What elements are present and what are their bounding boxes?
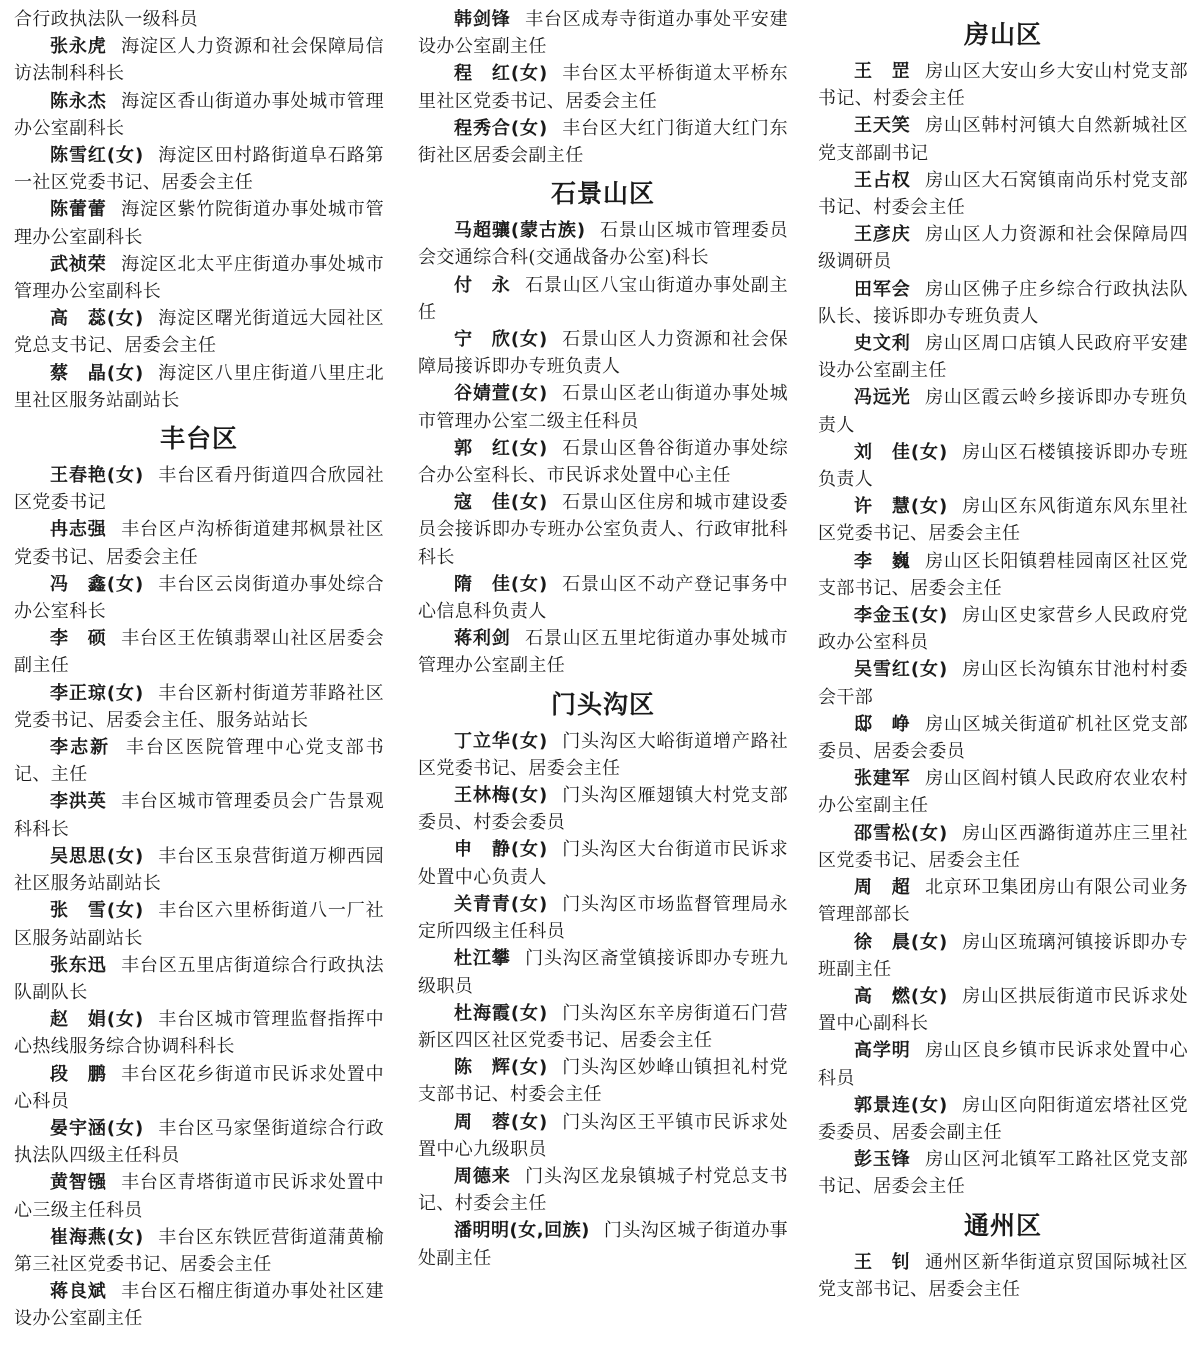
honoree-name: 杜海霞(女) (454, 1002, 548, 1024)
honoree-entry (418, 1163, 788, 1217)
honoree-name: 张 雪(女) (50, 900, 144, 922)
honoree-name: 王林梅(女) (454, 785, 548, 807)
honoree-position: 丰台区城市管理监督指挥中心热线服务综合协调科科长 (14, 1009, 384, 1058)
honoree-name: 邸 峥 (854, 713, 911, 735)
honoree-name: 李志新 (50, 737, 111, 759)
honoree-position: 海淀区北太平庄街道办事处城市管理办公室副科长 (14, 253, 384, 303)
honoree-entry (14, 680, 384, 734)
honoree-position: 石景山区八宝山街道办事处副主任 (418, 274, 788, 323)
honoree-entry (818, 983, 1188, 1037)
honoree-name: 陈永杰 (50, 90, 107, 112)
honoree-name: 关青青(女) (454, 893, 548, 915)
honoree-entry (418, 625, 788, 679)
honoree-name: 王彦庆 (854, 224, 911, 246)
honoree-name: 寇 佳(女) (454, 492, 548, 514)
honoree-name: 蒋利剑 (454, 628, 511, 650)
honoree-name: 吴雪红(女) (854, 659, 948, 681)
honoree-entry (14, 952, 384, 1006)
district-heading: 通州区 (963, 1210, 1042, 1240)
honoree-position: 房山区琉璃河镇接诉即办专班副主任 (818, 931, 1188, 980)
honoree-entry (818, 439, 1188, 493)
honoree-position: 门头沟区城子街道办事处副主任 (418, 1220, 789, 1269)
honoree-position: 房山区周口店镇人民政府平安建设办公室副主任 (818, 333, 1188, 382)
honoree-position: 海淀区香山街道办事处城市管理办公室副科长 (14, 90, 384, 139)
honoree-position: 丰台区医院管理中心党支部书记、主任 (14, 737, 385, 786)
honoree-entry (818, 874, 1188, 928)
honoree-position: 门头沟区王平镇市民诉求处置中心九级职员 (418, 1111, 788, 1160)
honoree-entry (818, 1037, 1188, 1091)
honoree-entry (818, 548, 1188, 602)
honoree-entry (818, 493, 1188, 547)
honoree-position: 房山区长阳镇碧桂园南区社区党支部书记、居委会主任 (818, 550, 1188, 599)
column-1 (14, 6, 384, 1333)
honoree-position: 门头沟区市场监督管理局永定所四级主任科员 (418, 893, 788, 943)
honoree-name: 田军会 (854, 278, 911, 300)
honoree-position: 石景山区老山街道办事处城市管理办公室二级主任科员 (418, 383, 788, 432)
honoree-entry (818, 167, 1188, 221)
honoree-entry (14, 305, 384, 359)
honoree-entry (818, 820, 1188, 874)
honoree-entry (818, 58, 1188, 112)
honoree-name: 周 蓉(女) (454, 1111, 548, 1133)
honoree-position: 丰台区花乡街道市民诉求处置中心科员 (14, 1063, 384, 1112)
honoree-name: 程秀合(女) (454, 117, 548, 139)
honoree-name: 高 燃(女) (854, 985, 948, 1007)
honoree-entry (418, 1000, 788, 1054)
honoree-position: 石景山区人力资源和社会保障局接诉即办专班负责人 (418, 329, 788, 378)
honoree-entry (418, 836, 788, 890)
honoree-entry (418, 380, 788, 434)
honoree-name: 张建军 (854, 768, 911, 790)
honoree-name: 赵 娟(女) (50, 1009, 144, 1031)
honoree-entry (418, 60, 788, 114)
honoree-position: 房山区大石窝镇南尚乐村党支部书记、村委会主任 (818, 169, 1188, 219)
honoree-name: 冉志强 (50, 519, 107, 541)
honoree-entry (14, 196, 384, 250)
honoree-entry (818, 330, 1188, 384)
honoree-entry (418, 782, 788, 836)
honoree-entry (14, 1278, 384, 1332)
honoree-name: 陈 辉(女) (454, 1057, 548, 1079)
honoree-position: 丰台区云岗街道办事处综合办公室科长 (14, 573, 384, 623)
honoree-entry (818, 221, 1188, 275)
honoree-entry (818, 656, 1188, 710)
honoree-name: 马超骧(蒙古族) (454, 220, 586, 242)
honoree-position: 海淀区八里庄街道八里庄北里社区服务站副站长 (14, 362, 384, 411)
honoree-name: 潘明明(女,回族) (454, 1220, 590, 1242)
district-heading: 门头沟区 (550, 689, 655, 719)
honoree-name: 陈蕾蕾 (50, 199, 107, 221)
honoree-position: 石景山区住房和城市建设委员会接诉即办专班办公室负责人、行政审批科科长 (418, 492, 788, 568)
honoree-position: 门头沟区大峪街道增产路社区党委书记、居委会主任 (418, 730, 788, 779)
honoree-position: 海淀区曙光街道远大园社区党总支书记、居委会主任 (14, 308, 384, 357)
honoree-name: 吴思思(女) (50, 845, 144, 867)
honoree-entry (14, 788, 384, 842)
honoree-position: 房山区大安山乡大安山村党支部书记、村委会主任 (818, 61, 1188, 110)
honoree-position: 房山区城关街道矿机社区党支部委员、居委会委员 (818, 713, 1188, 763)
honoree-entry (14, 1224, 384, 1278)
honoree-position: 丰台区马家堡街道综合行政执法队四级主任科员 (14, 1117, 384, 1167)
honoree-entry (14, 1061, 384, 1115)
honoree-position: 石景山区五里坨街道办事处城市管理办公室副主任 (418, 628, 788, 677)
honoree-entry (818, 1249, 1188, 1303)
honoree-position: 石景山区鲁谷街道办事处综合办公室科长、市民诉求处置中心主任 (418, 437, 788, 487)
honoree-name: 冯远光 (854, 387, 911, 409)
honoree-name: 晏宇涵(女) (50, 1117, 144, 1139)
honoree-position: 房山区向阳街道宏塔社区党委委员、居委会副主任 (818, 1094, 1188, 1143)
honoree-entry (418, 1054, 788, 1108)
honoree-entry (14, 251, 384, 305)
honoree-position: 海淀区紫竹院街道办事处城市管理办公室副科长 (14, 199, 384, 248)
honoree-position: 房山区西潞街道苏庄三里社区党委书记、居委会主任 (818, 822, 1188, 871)
honoree-name: 付 永 (454, 274, 511, 296)
honoree-entry (418, 891, 788, 945)
honoree-entry (818, 384, 1188, 438)
honoree-position: 丰台区五里店街道综合行政执法队副队长 (14, 954, 384, 1003)
honoree-entry (418, 489, 788, 571)
honoree-name: 隋 佳(女) (454, 573, 548, 595)
honoree-name: 谷婧萱(女) (454, 383, 548, 405)
honoree-entry (818, 1146, 1188, 1200)
honoree-name: 邵雪松(女) (854, 822, 948, 844)
honoree-entry (14, 142, 384, 196)
honoree-position: 房山区石楼镇接诉即办专班负责人 (818, 441, 1188, 491)
honoree-name: 李 巍 (854, 550, 911, 572)
honoree-entry (818, 112, 1188, 166)
honoree-position: 门头沟区雁翅镇大村党支部委员、村委会委员 (418, 785, 788, 834)
honoree-entry (14, 843, 384, 897)
honoree-entry (418, 272, 788, 326)
honoree-name: 申 静(女) (454, 839, 548, 861)
district-heading: 丰台区 (159, 424, 238, 454)
honoree-entry (818, 602, 1188, 656)
honoree-position: 房山区阎村镇人民政府农业农村办公室副主任 (818, 768, 1188, 817)
honoree-name: 冯 鑫(女) (50, 573, 144, 595)
honoree-name: 郭 红(女) (454, 437, 548, 459)
honoree-entry (418, 571, 788, 625)
honoree-name: 蔡 晶(女) (50, 362, 144, 384)
honoree-name: 王天笑 (854, 115, 911, 137)
honoree-position: 房山区霞云岭乡接诉即办专班负责人 (818, 387, 1188, 436)
honoree-position: 丰台区卢沟桥街道建邦枫景社区党委书记、居委会主任 (14, 519, 384, 568)
honoree-position: 丰台区新村街道芳菲路社区党委书记、居委会主任、服务站站长 (14, 682, 384, 731)
honoree-entry (418, 6, 788, 60)
honoree-entry (418, 1109, 788, 1163)
honoree-entry (418, 217, 788, 271)
honoree-position: 丰台区太平桥街道太平桥东里社区党委书记、居委会主任 (418, 63, 788, 112)
honoree-position: 房山区人力资源和社会保障局四级调研员 (818, 224, 1188, 273)
honoree-entry (14, 462, 384, 516)
district-heading: 房山区 (963, 20, 1042, 49)
honoree-position: 海淀区田村路街道阜石路第一社区党委书记、居委会主任 (14, 145, 384, 194)
honoree-name: 许 慧(女) (854, 496, 948, 518)
honoree-entry (418, 326, 788, 380)
honoree-position: 通州区新华街道京贸国际城社区党支部书记、居委会主任 (818, 1251, 1188, 1300)
honoree-entry (418, 945, 788, 999)
honoree-name: 王 罡 (854, 61, 911, 82)
honoree-position: 门头沟区斋堂镇接诉即办专班九级职员 (418, 948, 788, 997)
honoree-entry (14, 360, 384, 414)
honoree-position: 丰台区王佐镇翡翠山社区居委会副主任 (14, 628, 384, 677)
honoree-name: 彭玉锋 (854, 1149, 911, 1171)
honoree-entry (14, 897, 384, 951)
honoree-position: 丰台区玉泉营街道万柳西园社区服务站副站长 (14, 845, 384, 895)
honoree-position: 房山区史家营乡人民政府党政办公室科员 (818, 605, 1188, 654)
honoree-position: 丰台区六里桥街道八一厂社区服务站副站长 (14, 900, 384, 949)
honoree-name: 崔海燕(女) (50, 1226, 144, 1248)
honoree-name: 周德来 (454, 1165, 511, 1187)
honoree-entry (418, 115, 788, 169)
honoree-name: 刘 佳(女) (854, 441, 948, 463)
honoree-name: 高 蕊(女) (50, 308, 144, 330)
honoree-name: 王 钊 (854, 1251, 911, 1273)
honoree-name: 高学明 (854, 1040, 911, 1062)
honoree-position: 房山区佛子庄乡综合行政执法队队长、接诉即办专班负责人 (818, 278, 1188, 327)
honoree-name: 韩剑锋 (454, 9, 511, 30)
honoree-entry (818, 929, 1188, 983)
honoree-entry (14, 88, 384, 142)
honoree-position: 房山区拱辰街道市民诉求处置中心副科长 (818, 985, 1188, 1035)
honoree-name: 李 硕 (50, 628, 107, 650)
honoree-position: 丰台区青塔街道市民诉求处置中心三级主任科员 (14, 1172, 384, 1221)
honoree-name: 王春艳(女) (50, 465, 144, 487)
honoree-position: 门头沟区妙峰山镇担礼村党支部书记、村委会主任 (418, 1057, 788, 1106)
honoree-entry (14, 625, 384, 679)
honoree-name: 陈雪红(女) (50, 145, 144, 167)
honoree-position: 丰台区东铁匠营街道蒲黄榆第三社区党委书记、居委会主任 (14, 1226, 384, 1275)
honoree-name: 武祯荣 (50, 253, 107, 275)
honoree-name: 黄智镪 (50, 1172, 107, 1194)
honoree-name: 史文利 (854, 333, 911, 355)
honoree-entry (14, 1169, 384, 1223)
honoree-entry (14, 1006, 384, 1060)
honoree-position: 房山区长沟镇东甘池村村委会干部 (818, 659, 1188, 708)
honoree-entry (14, 33, 384, 87)
honoree-name: 张永虎 (50, 36, 107, 58)
honoree-name: 程 红(女) (454, 63, 548, 85)
column-2 (418, 6, 788, 1272)
district-heading: 石景山区 (550, 179, 655, 209)
honoree-name: 张东迅 (50, 954, 107, 976)
honoree-name: 王占权 (854, 169, 911, 191)
honoree-position: 门头沟区龙泉镇城子村党总支书记、村委会主任 (418, 1165, 788, 1215)
honoree-entry (14, 516, 384, 570)
honoree-entry (418, 1217, 788, 1271)
honoree-entry (818, 765, 1188, 819)
honoree-position: 房山区良乡镇市民诉求处置中心科员 (818, 1040, 1188, 1089)
honoree-position: 海淀区人力资源和社会保障局信访法制科科长 (14, 36, 384, 85)
honoree-entry (14, 1115, 384, 1169)
honoree-name: 周 超 (854, 877, 911, 899)
honoree-name: 段 鹏 (50, 1063, 107, 1085)
honoree-position: 丰台区成寿寺街道办事处平安建设办公室副主任 (418, 9, 788, 58)
honoree-position: 门头沟区大台街道市民诉求处置中心负责人 (418, 839, 788, 888)
entry-continuation: 合行政执法队一级科员 (14, 9, 198, 30)
honoree-position: 房山区韩村河镇大自然新城社区党支部副书记 (818, 115, 1188, 164)
honoree-position: 石景山区不动产登记事务中心信息科负责人 (418, 573, 788, 623)
honoree-entry (818, 276, 1188, 330)
honoree-position: 丰台区城市管理委员会广告景观科科长 (14, 791, 384, 840)
honoree-entry (818, 711, 1188, 765)
honoree-entry (818, 1092, 1188, 1146)
honoree-entry (418, 435, 788, 489)
honoree-name: 徐 晨(女) (854, 931, 948, 953)
honoree-name: 李金玉(女) (854, 605, 948, 627)
column-3 (818, 6, 1188, 1303)
honoree-position: 房山区东风街道东风东里社区党委书记、居委会主任 (818, 496, 1188, 545)
honoree-name: 蒋良斌 (50, 1281, 107, 1303)
honoree-name: 宁 欣(女) (454, 329, 548, 351)
honoree-position: 房山区河北镇军工路社区党支部书记、居委会主任 (818, 1149, 1188, 1198)
honoree-entry (418, 728, 788, 782)
honoree-position: 石景山区城市管理委员会交通综合科(交通战备办公室)科长 (418, 220, 789, 269)
honoree-entry (14, 734, 384, 788)
honoree-position: 丰台区大红门街道大红门东街社区居委会副主任 (418, 117, 788, 167)
honoree-name: 丁立华(女) (454, 730, 548, 752)
honoree-position: 北京环卫集团房山有限公司业务管理部部长 (818, 877, 1188, 926)
honoree-name: 郭景连(女) (854, 1094, 948, 1116)
honoree-name: 杜江攀 (454, 948, 511, 970)
honoree-name: 李洪英 (50, 791, 107, 813)
honoree-position: 门头沟区东辛房街道石门营新区四区社区党委书记、居委会主任 (418, 1002, 788, 1051)
honoree-name: 李正琼(女) (50, 682, 144, 704)
honoree-position: 丰台区石榴庄街道办事处社区建设办公室副主任 (14, 1281, 384, 1330)
honoree-entry (14, 571, 384, 625)
honoree-position: 丰台区看丹街道四合欣园社区党委书记 (14, 465, 384, 514)
